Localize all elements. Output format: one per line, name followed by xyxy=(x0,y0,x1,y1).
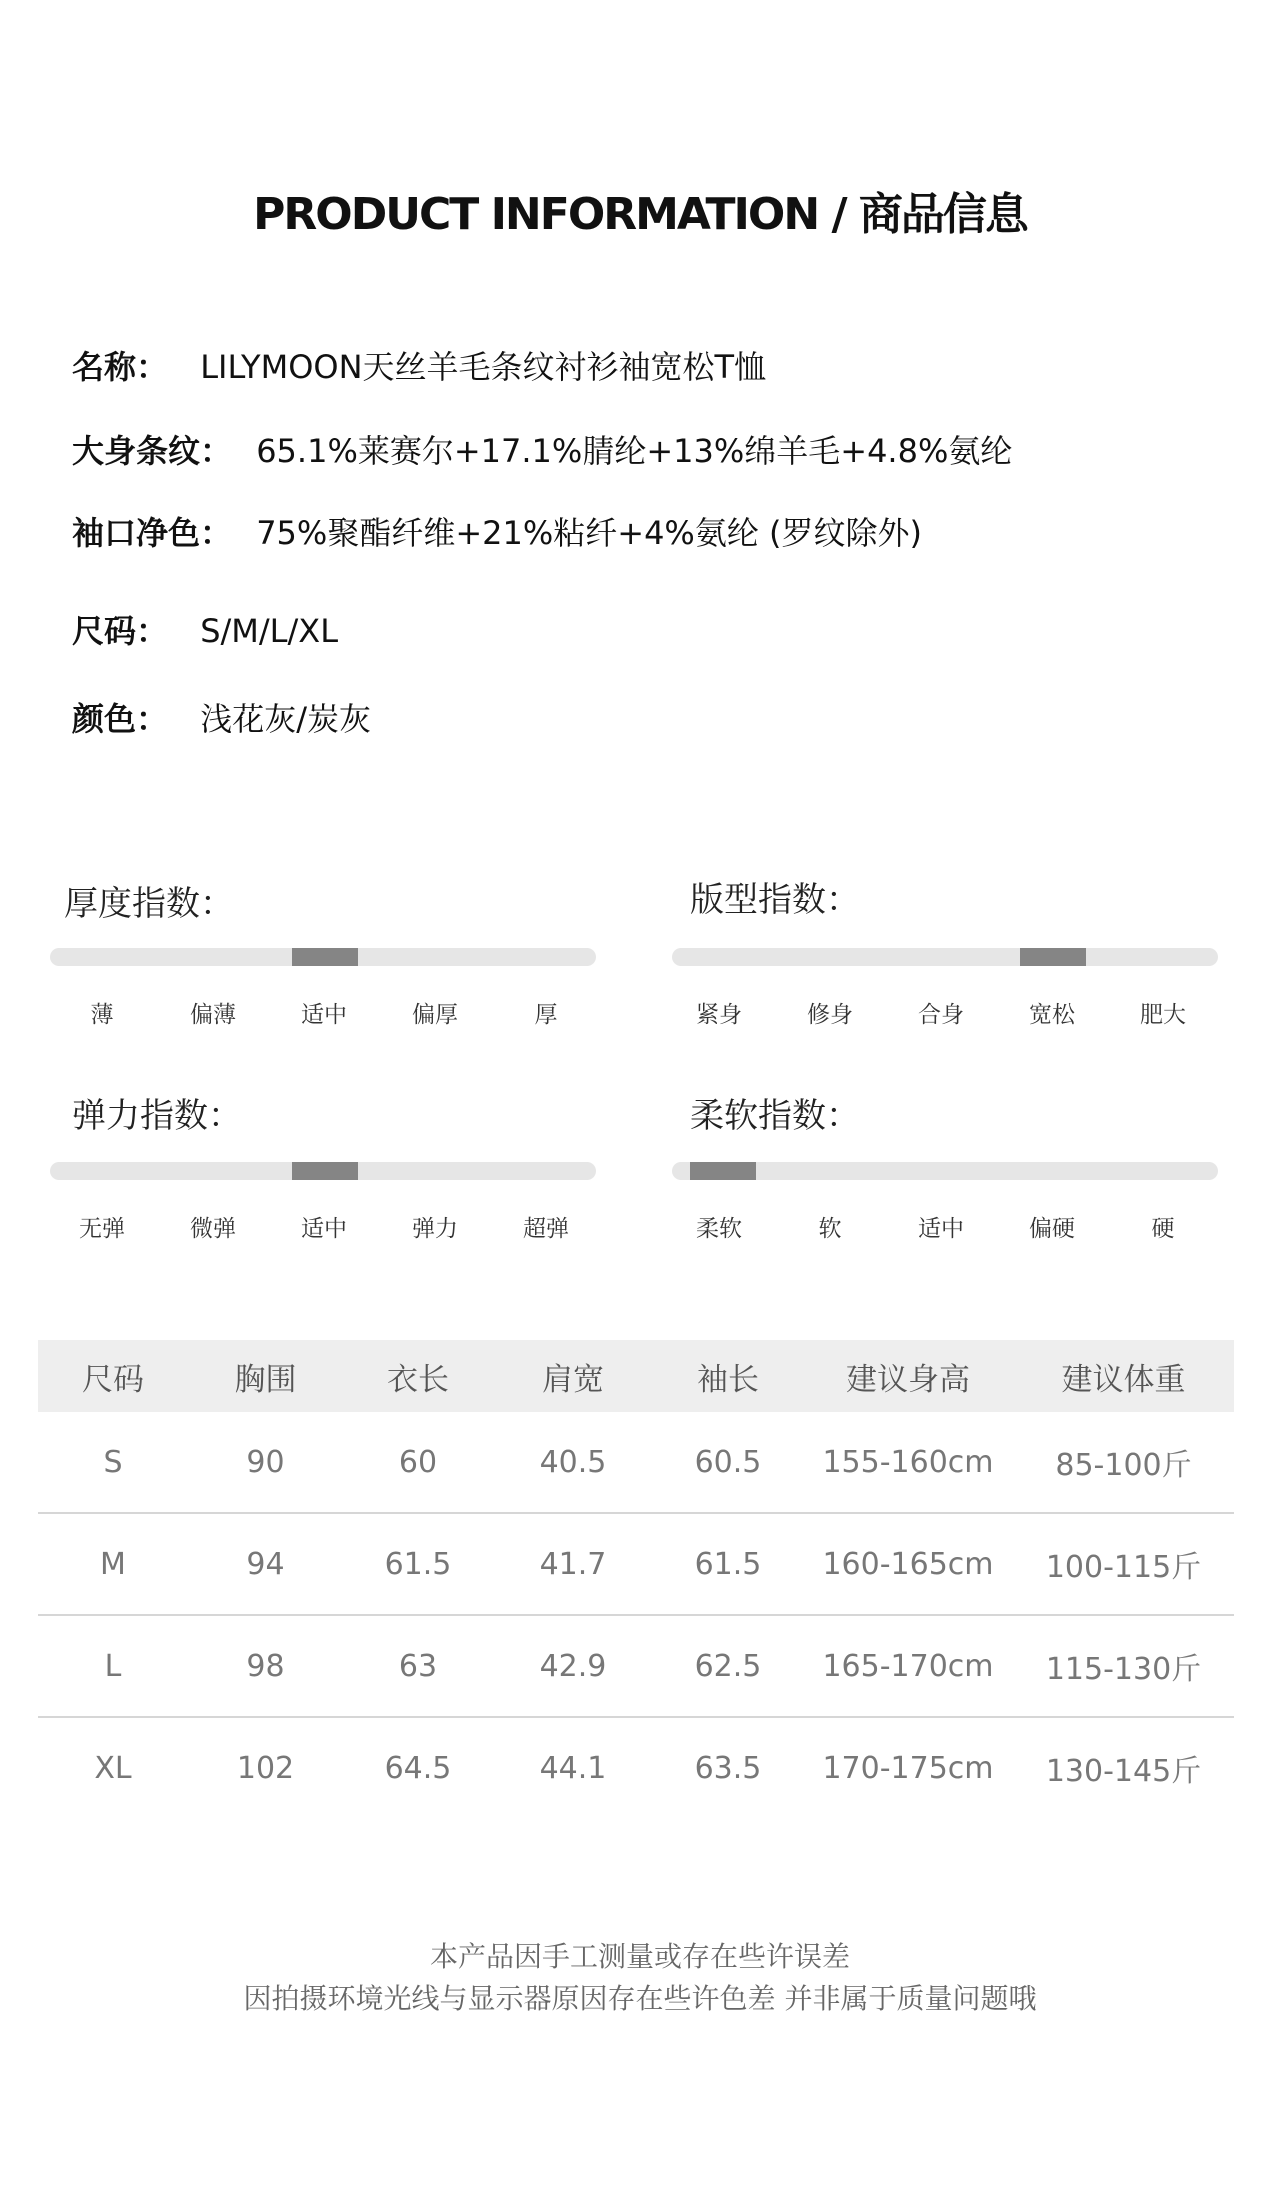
table-header xyxy=(38,1340,1234,1412)
info-row-cuff-solid xyxy=(72,508,922,554)
info-row-name xyxy=(72,342,766,388)
table-cell: 63 xyxy=(398,1648,438,1684)
thickness-track xyxy=(50,948,596,966)
softness-option: 硬 xyxy=(1151,1216,1175,1242)
table-cell: 98 xyxy=(246,1648,285,1684)
fit-option: 紧身 xyxy=(696,1002,742,1028)
elasticity-option: 无弹 xyxy=(79,1216,125,1242)
elasticity-option: 适中 xyxy=(301,1216,347,1242)
info-value: 75%聚酯纤维+21%粘纤+4%氨纶 (罗纹除外) xyxy=(256,514,922,552)
table-header-cell: 尺码 xyxy=(82,1361,144,1398)
fit-track xyxy=(672,948,1218,966)
table-cell: 115-130斤 xyxy=(1045,1652,1202,1687)
table-row xyxy=(38,1616,1234,1718)
thickness-marker xyxy=(292,948,358,966)
table-cell: 42.9 xyxy=(539,1648,607,1684)
table-cell: 61.5 xyxy=(694,1546,762,1582)
index-title-thickness: 厚度指数： xyxy=(64,884,234,924)
info-label: 大身条纹： xyxy=(72,432,233,470)
elasticity-track xyxy=(50,1162,596,1180)
table-header-cell: 肩宽 xyxy=(542,1361,604,1398)
elasticity-option: 超弹 xyxy=(523,1216,569,1242)
table-cell: XL xyxy=(94,1750,132,1786)
info-label: 尺码： xyxy=(72,612,169,650)
softness-option: 柔软 xyxy=(696,1216,742,1242)
index-title-fit: 版型指数： xyxy=(690,880,860,920)
softness-option: 软 xyxy=(818,1216,842,1242)
info-row-size xyxy=(72,606,338,652)
fit-option: 合身 xyxy=(918,1002,964,1028)
fit-option: 修身 xyxy=(807,1002,853,1028)
page-title: PRODUCT INFORMATION / 商品信息 xyxy=(253,189,1027,240)
table-cell: 60.5 xyxy=(694,1444,762,1480)
table-row xyxy=(38,1514,1234,1616)
info-label: 颜色： xyxy=(72,700,169,738)
table-header-cell: 衣长 xyxy=(387,1361,449,1398)
table-cell: 41.7 xyxy=(539,1546,607,1582)
thickness-option: 薄 xyxy=(90,1002,114,1028)
table-header-cell: 胸围 xyxy=(234,1361,297,1398)
info-value: 浅花灰/炭灰 xyxy=(200,700,371,738)
fit-option: 宽松 xyxy=(1029,1002,1075,1028)
table-cell: 85-100斤 xyxy=(1055,1448,1192,1483)
table-cell: 60 xyxy=(398,1444,438,1480)
table-header-cell: 建议体重 xyxy=(1061,1361,1186,1398)
elasticity-option: 微弹 xyxy=(190,1216,236,1242)
softness-option: 偏硬 xyxy=(1029,1216,1075,1242)
table-row xyxy=(38,1412,1234,1514)
softness-track xyxy=(672,1162,1218,1180)
table-header-cell: 袖长 xyxy=(697,1361,759,1398)
info-row-body-stripe xyxy=(72,426,1012,472)
table-cell: 64.5 xyxy=(384,1750,452,1786)
elasticity-marker xyxy=(292,1162,358,1180)
table-cell: M xyxy=(100,1546,126,1582)
table-cell: 90 xyxy=(246,1444,285,1480)
info-value: 65.1%莱赛尔+17.1%腈纶+13%绵羊毛+4.8%氨纶 xyxy=(256,432,1013,470)
table-cell: 44.1 xyxy=(539,1750,607,1786)
table-cell: 63.5 xyxy=(694,1750,762,1786)
index-title-elasticity: 弹力指数： xyxy=(72,1096,242,1136)
info-value: S/M/L/XL xyxy=(200,612,339,650)
table-cell: 160-165cm xyxy=(822,1546,994,1582)
table-cell: 100-115斤 xyxy=(1045,1550,1202,1585)
table-cell: 102 xyxy=(236,1750,295,1786)
fit-marker xyxy=(1020,948,1086,966)
info-label: 名称： xyxy=(72,348,169,386)
info-label: 袖口净色： xyxy=(72,514,233,552)
table-cell: 40.5 xyxy=(539,1444,607,1480)
thickness-option: 厚 xyxy=(534,1002,558,1028)
table-cell: 94 xyxy=(246,1546,285,1582)
disclaimer-color: 因拍摄环境光线与显示器原因存在些许色差 并非属于质量问题哦 xyxy=(243,1982,1037,2015)
thickness-option: 偏薄 xyxy=(190,1002,236,1028)
fit-option: 肥大 xyxy=(1140,1002,1186,1028)
table-header-cell: 建议身高 xyxy=(846,1361,970,1398)
index-title-softness: 柔软指数： xyxy=(690,1096,860,1136)
softness-marker xyxy=(690,1162,756,1180)
table-cell: 155-160cm xyxy=(822,1444,994,1480)
table-cell: L xyxy=(104,1648,122,1684)
table-cell: 170-175cm xyxy=(822,1750,994,1786)
table-row xyxy=(38,1718,1234,1818)
elasticity-option: 弹力 xyxy=(412,1216,458,1242)
disclaimer-measurement: 本产品因手工测量或存在些许误差 xyxy=(429,1940,850,1973)
table-cell: 62.5 xyxy=(694,1648,762,1684)
table-cell: 130-145斤 xyxy=(1045,1754,1202,1789)
table-cell: 165-170cm xyxy=(822,1648,994,1684)
info-row-color xyxy=(72,694,371,740)
size-table xyxy=(38,1340,1234,1818)
info-value: LILYMOON天丝羊毛条纹衬衫袖宽松T恤 xyxy=(200,348,767,386)
table-cell: S xyxy=(103,1444,123,1480)
thickness-option: 偏厚 xyxy=(412,1002,458,1028)
softness-option: 适中 xyxy=(918,1216,964,1242)
table-cell: 61.5 xyxy=(384,1546,452,1582)
thickness-option: 适中 xyxy=(301,1002,347,1028)
